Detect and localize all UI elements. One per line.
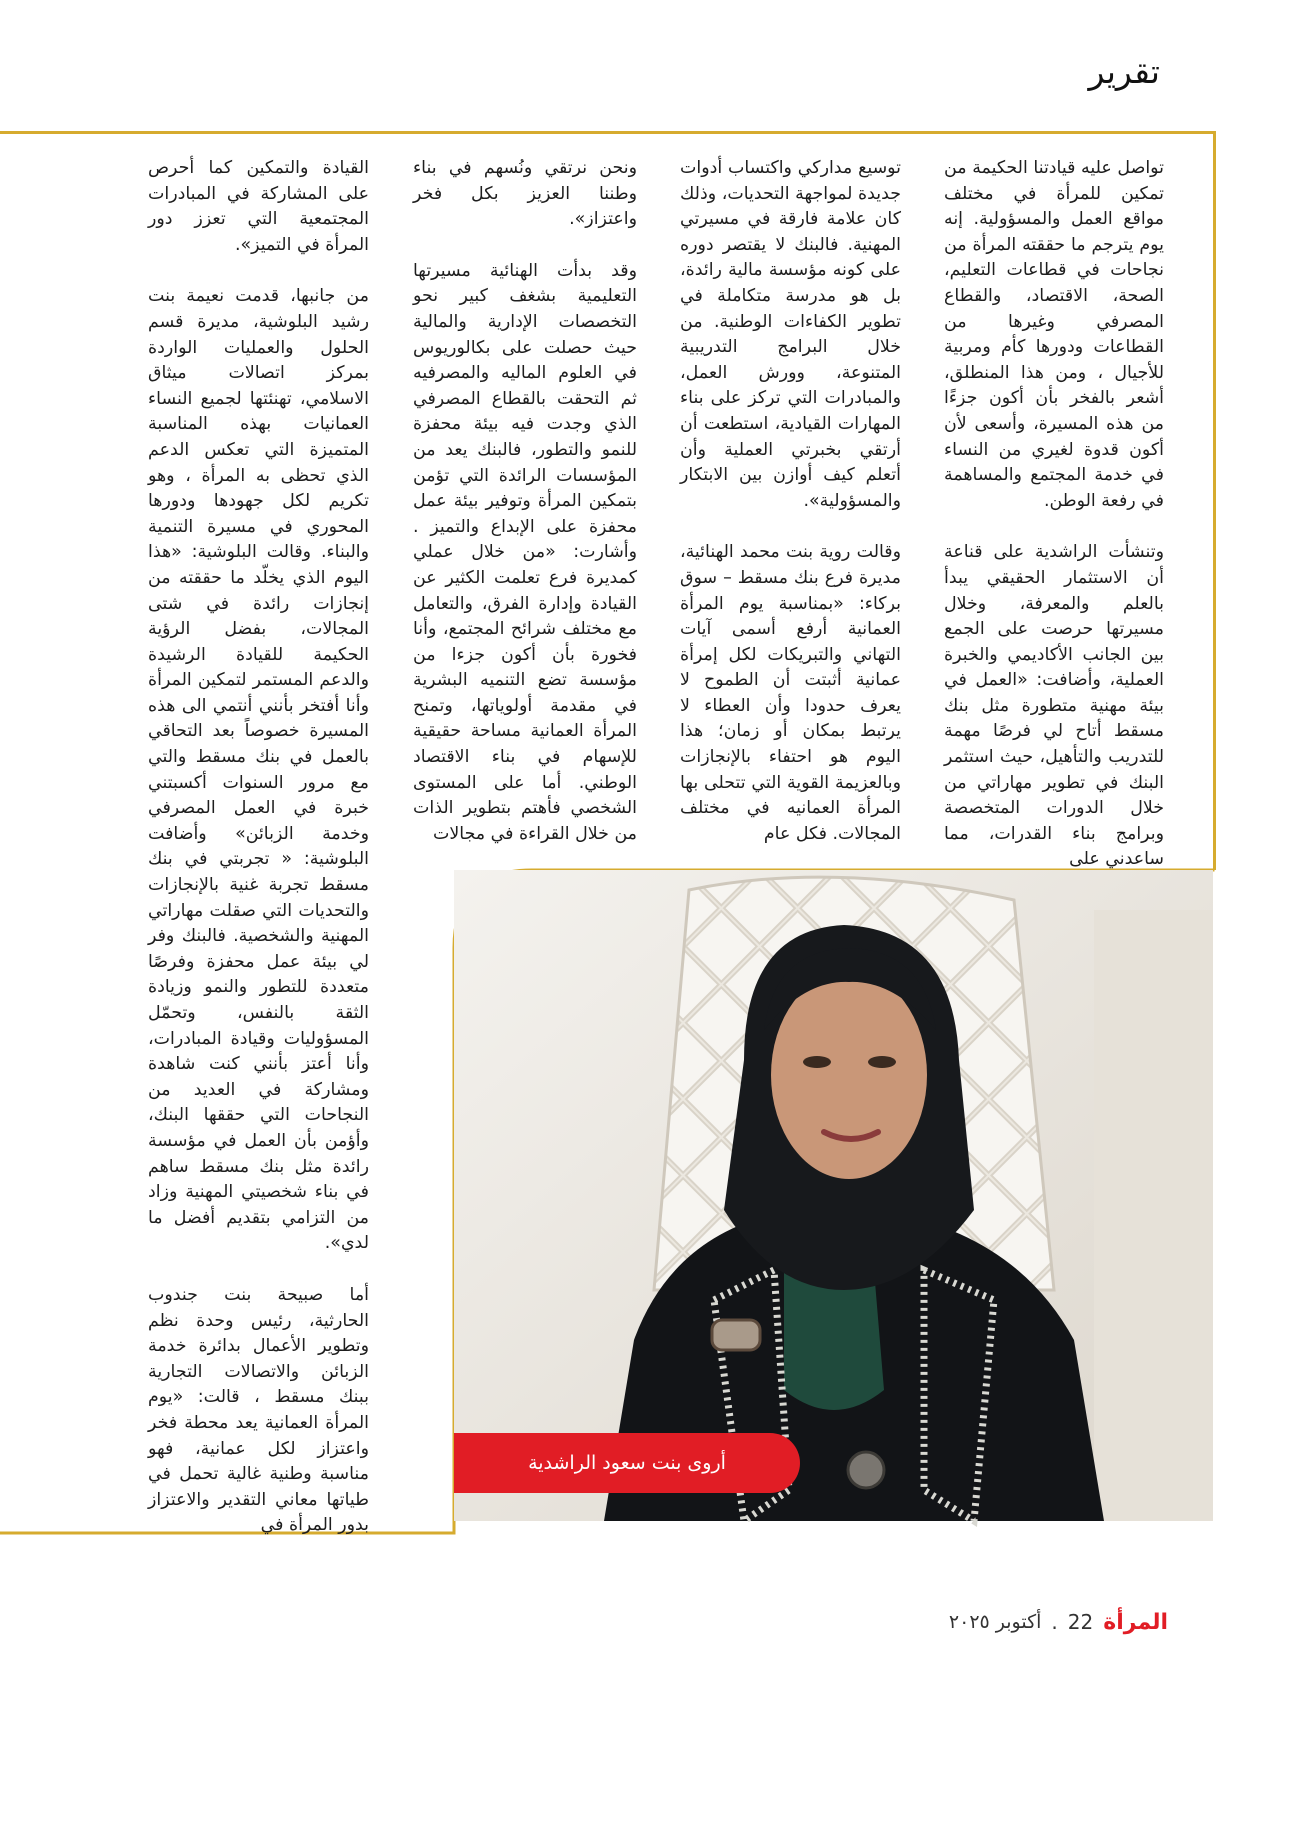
paragraph: من جانبها، قدمت نعيمة بنت رشيد البلوشية، مديرة قسم الحلول والعمليات الواردة بمركز اتصالات ميثاق الاسلامي، تهنئتها لجميع النساء العمانيات بهذه المناسبة المتميزة التي تعكس الدعم الذي تحظى به المرأة ، وهو تكريم لكل جهودها ودورها المحوري في مسيرة التنمية والبناء. وقالت البلوشية: «هذا اليوم الذي يخلّد ما حققته من إنجازات رائدة في شتى المجالات، بفضل الرؤية الحكيمة للقيادة الرشيدة والدعم المستمر لتمكين المرأة وأنا أفتخر بأنني أنتمي الى هذه المسيرة خصوصاً بعد التحاقي بالعمل في بنك مسقط والتي مع مرور السنوات أكسبتني خبرة في العمل المصرفي وخدمة الزبائن» وأضافت البلوشية: « تجربتي في بنك مسقط تجربة غنية بالإنجازات والتحديات التي صقلت مهاراتي المهنية والشخصية. فالبنك وفر لي بيئة عمل محفزة وفرصًا متعددة للتطور والنمو وزيادة الثقة بالنفس، وتحمّل المسؤوليات وقيادة المبادرات، وأنا أعتز بأنني كنت شاهدة ومشاركة في العديد من النجاحات التي حققها البنك، وأؤمن بأن العمل في مؤسسة رائدة مثل بنك مسقط ساهم في بناء شخصيتي المهنية وزاد من التزامي بتقديم أفضل ما لدي». xyxy=(148,286,369,1254)
article-column-1 xyxy=(944,156,1164,899)
pendant xyxy=(848,1452,884,1488)
article-column-3 xyxy=(413,156,637,873)
paragraph: تواصل عليه قيادتنا الحكيمة من تمكين للمرأة في مختلف مواقع العمل والمسؤولية. إنه يوم يترجم ما حققته المرأة من نجاحات في قطاعات التعليم، الصحة، الاقتصاد، والقطاع المصرفي وغيرها من القطاعات ودورها كأم ومربية للأجيال ، ومن هذا المنطلق، أشعر بالفخر بأن أكون جزءًا من هذه المسيرة، وأسعى لأن أكون قدوة لغيري من النساء في خدمة المجتمع والمساهمة في رفعة الوطن. xyxy=(944,158,1164,511)
brooch xyxy=(712,1320,760,1350)
page-footer xyxy=(949,1608,1168,1636)
eye-right xyxy=(868,1056,896,1068)
article-column-2 xyxy=(680,156,901,873)
paragraph: ونحن نرتقي ونُسهم في بناء وطننا العزيز بكل فخر واعتزاز». xyxy=(413,158,637,230)
section-title: تقرير xyxy=(1088,52,1160,91)
paragraph: وقد بدأت الهنائية مسيرتها التعليمية بشغف كبير نحو التخصصات الإدارية والمالية حيث حصلت على بكالوريوس في العلوم الماليه والمصرفيه ثم التحقت بالقطاع المصرفي الذي وجدت فيه بيئة محفزة للنمو والتطور، فالبنك يعد من المؤسسات الرائدة التي تؤمن بتمكين المرأة وتوفير بيئة عمل محفزة على الإبداع والتميز . وأشارت: «من خلال عملي كمديرة فرع تعلمت الكثير عن القيادة وإدارة الفرق، والتعامل مع مختلف شرائح المجتمع، وأنا فخورة بأن أكون جزءا من مؤسسة تضع التنميه البشرية في مقدمة أولوياتها، وتمنح المرأة العمانية مساحة حقيقية للإسهام في بناء الاقتصاد الوطني. أما على المستوى الشخصي فأهتم بتطوير الذات من خلال القراءة في مجالات xyxy=(413,260,637,844)
paragraph: أما صبيحة بنت جندوب الحارثية، رئيس وحدة نظم وتطوير الأعمال بدائرة خدمة الزبائن والاتصالات التجارية ببنك مسقط ، قالت: «يوم المرأة العمانية يعد محطة فخر واعتزاز لكل عمانية، فهو مناسبة وطنية غالية تحمل في طياتها معاني التقدير والاعتزاز بدور المرأة في xyxy=(148,1284,369,1536)
article-column-4 xyxy=(148,156,369,1536)
magazine-logo: المرأة xyxy=(1103,1609,1168,1635)
separator-dot: . xyxy=(1051,1610,1058,1634)
portrait-photo xyxy=(454,870,1213,1521)
paragraph: وقالت روية بنت محمد الهنائية، مديرة فرع بنك مسقط – سوق بركاء: «بمناسبة يوم المرأة العمانية أرفع أسمى آيات التهاني والتبريكات لكل إمرأة عمانية أثبتت أن الطموح لا يعرف حدودا وأن العطاء لا يرتبط بمكان أو زمان؛ هذا اليوم هو احتفاء بالإنجازات وبالعزيمة القوية التي تتحلى بها المرأة العمانيه في مختلف المجالات. فكل عام xyxy=(680,542,901,844)
page-number: 22 xyxy=(1067,1610,1094,1634)
portrait-illustration xyxy=(454,870,1213,1521)
paragraph: توسيع مداركي واكتساب أدوات جديدة لمواجهة التحديات، وذلك كان علامة فارقة في مسيرتي المهنية. فالبنك لا يقتصر دوره على كونه مؤسسة مالية رائدة، بل هو مدرسة متكاملة في تطوير الكفاءات الوطنية. من خلال البرامج التدريبية المتنوعة، وورش العمل، والمبادرات التي تركز على بناء المهارات القيادية، استطعت أن أرتقي بخبرتي العملية وأن أتعلم كيف أوازن بين الابتكار والمسؤولية». xyxy=(680,158,901,511)
eye-left xyxy=(803,1056,831,1068)
photo-caption: أروى بنت سعود الراشدية xyxy=(454,1433,800,1493)
paragraph: وتنشأت الراشدية على قناعة أن الاستثمار الحقيقي يبدأ بالعلم والمعرفة، وخلال مسيرتها حرصت على الجمع بين الجانب الأكاديمي والخبرة العملية، وأضافت: «العمل في بيئة مهنية متطورة مثل بنك مسقط أتاح لي فرصًا مهمة للتدريب والتأهيل، حيث استثمر البنك في تطوير مهاراتي من خلال الدورات المتخصصة وبرامج بناء القدرات، مما ساعدني على xyxy=(944,542,1164,870)
issue-date: أكتوبر ٢٠٢٥ xyxy=(948,1611,1042,1633)
face xyxy=(771,971,927,1179)
chair-side xyxy=(1094,910,1213,1521)
paragraph: القيادة والتمكين كما أحرص على المشاركة في المبادرات المجتمعية التي تعزز دور المرأة في التميز». xyxy=(148,158,369,255)
